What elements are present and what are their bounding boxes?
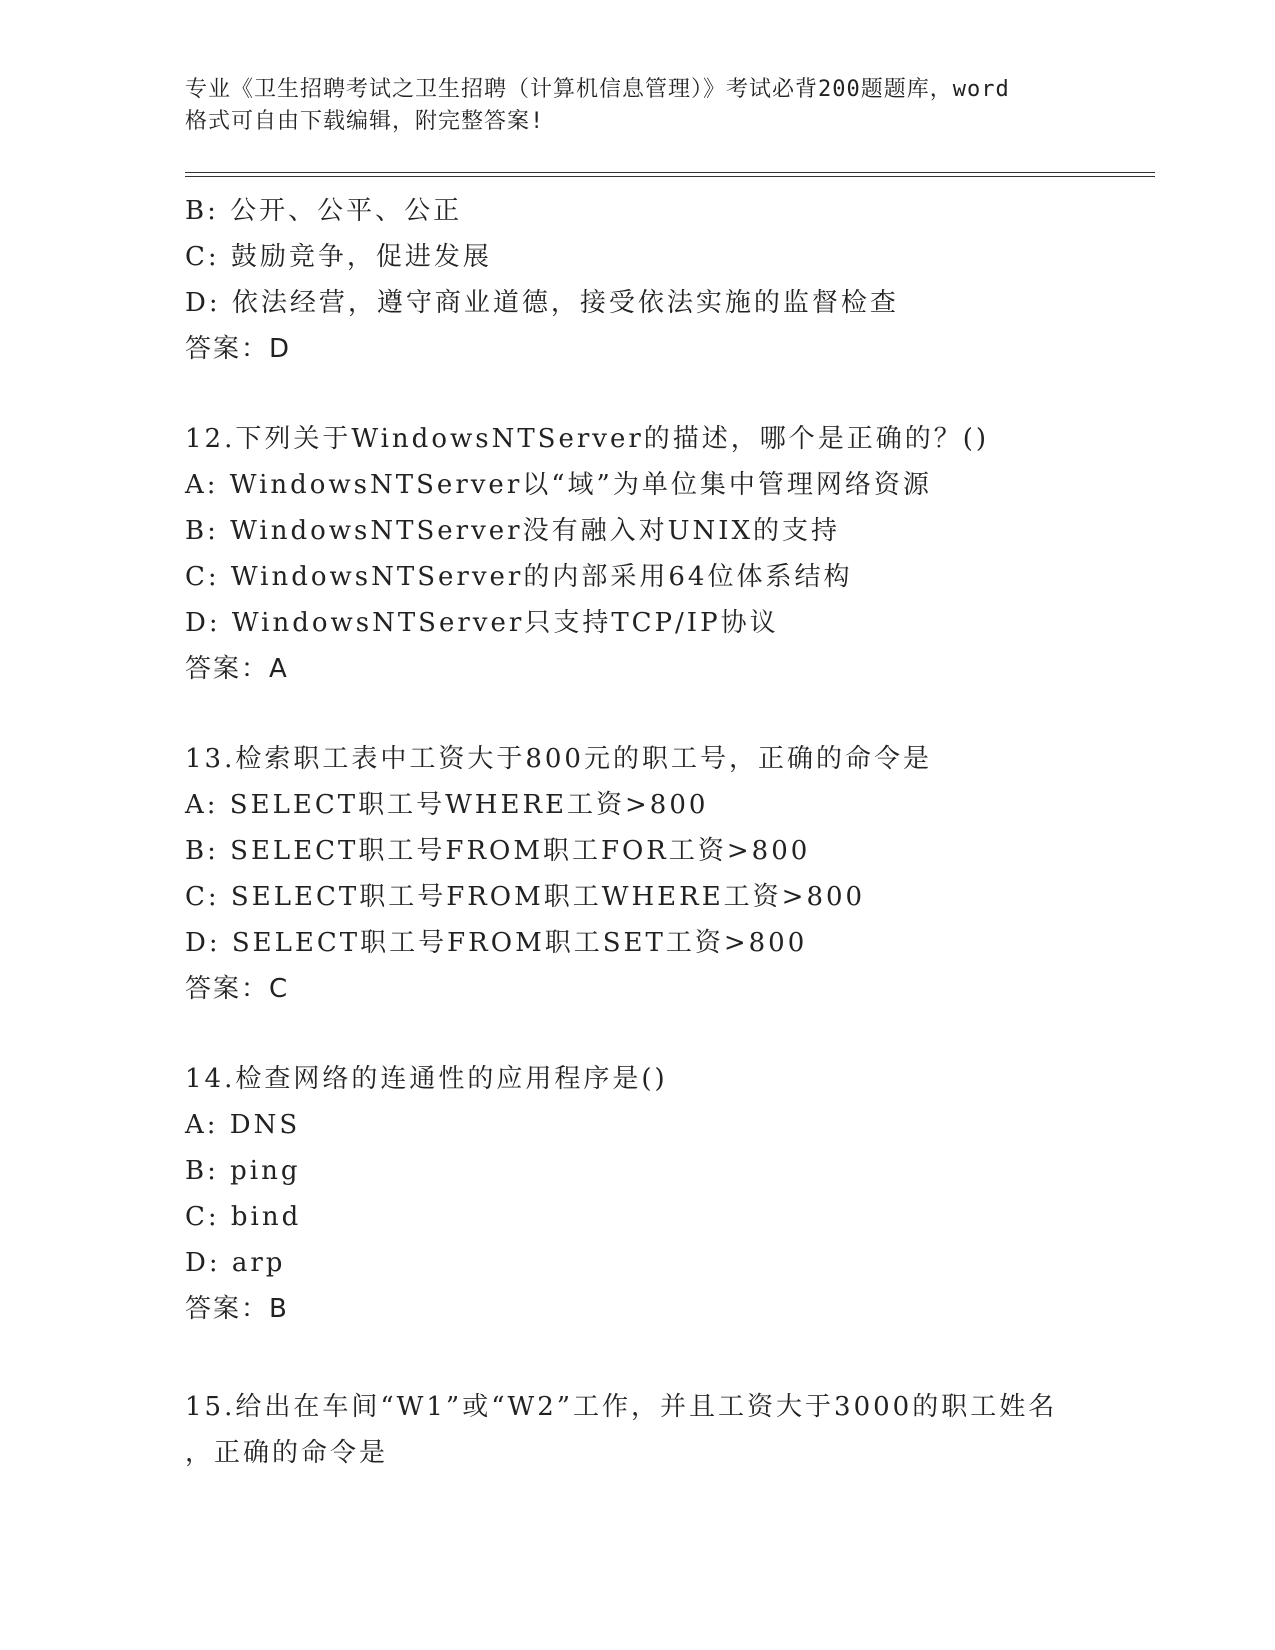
question-text-line-2: ，正确的命令是 <box>185 1438 389 1468</box>
question-text-line-1: 15.给出在车间“W1”或“W2”工作，并且工资大于3000的职工姓名 <box>185 1392 1058 1422</box>
option-b: B: 公开、公平、公正 <box>185 196 463 226</box>
option-a: A: WindowsNTServer以“域”为单位集中管理网络资源 <box>185 470 932 500</box>
header-rule-bottom <box>185 176 1155 177</box>
option-a: A: SELECT职工号WHERE工资>800 <box>185 790 709 820</box>
option-d: D: SELECT职工号FROM职工SET工资>800 <box>185 928 808 958</box>
option-c: C: bind <box>185 1202 302 1232</box>
question-11 <box>185 188 1185 372</box>
answer: 答案：A <box>185 654 289 684</box>
question-text: 12.下列关于WindowsNTServer的描述，哪个是正确的？() <box>185 424 990 454</box>
document-header <box>185 74 1085 138</box>
option-d: D: arp <box>185 1248 286 1278</box>
answer: 答案：C <box>185 974 290 1004</box>
header-rule-top <box>185 172 1155 173</box>
option-c: C: SELECT职工号FROM职工WHERE工资>800 <box>185 882 866 912</box>
option-d: D: WindowsNTServer只支持TCP/IP协议 <box>185 608 779 638</box>
answer: 答案：B <box>185 1294 289 1324</box>
option-a: A: DNS <box>185 1110 301 1140</box>
question-text: 13.检索职工表中工资大于800元的职工号，正确的命令是 <box>185 744 932 774</box>
question-12 <box>185 416 1185 692</box>
question-15 <box>185 1384 1185 1476</box>
header-line-1: 专业《卫生招聘考试之卫生招聘（计算机信息管理）》考试必背200题题库，word <box>185 77 1010 102</box>
question-14 <box>185 1056 1185 1332</box>
option-b: B: ping <box>185 1156 301 1186</box>
option-d: D: 依法经营，遵守商业道德，接受依法实施的监督检查 <box>185 288 899 318</box>
question-list <box>185 188 1185 1332</box>
question-13 <box>185 736 1185 1012</box>
option-b: B: SELECT职工号FROM职工FOR工资>800 <box>185 836 811 866</box>
question-text: 14.检查网络的连通性的应用程序是() <box>185 1064 668 1094</box>
answer: 答案：D <box>185 334 292 364</box>
option-b: B: WindowsNTServer没有融入对UNIX的支持 <box>185 516 841 546</box>
header-line-2: 格式可自由下载编辑，附完整答案! <box>185 109 545 134</box>
option-c: C: 鼓励竞争，促进发展 <box>185 242 492 272</box>
option-c: C: WindowsNTServer的内部采用64位体系结构 <box>185 562 853 592</box>
